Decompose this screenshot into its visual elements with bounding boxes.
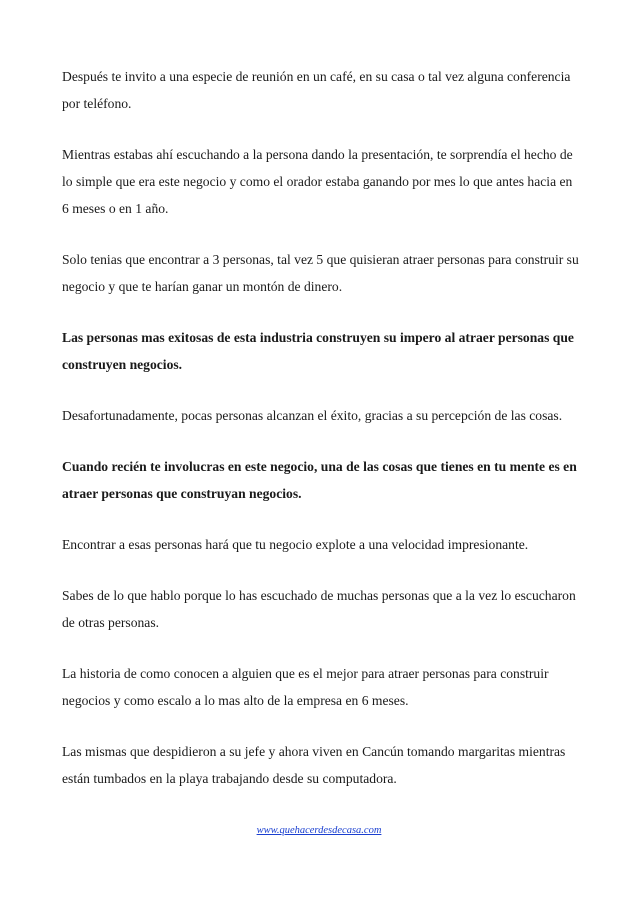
paragraph-1: Después te invito a una especie de reunión en un café, en su casa o tal vez alguna conferencia por teléfono. <box>62 69 571 111</box>
paragraph-9: La historia de como conocen a alguien que es el mejor para atraer personas para construir negocios y como escalo a lo mas alto de la empresa en 6 meses. <box>62 666 549 708</box>
paragraph-4-bold: Las personas mas exitosas de esta industria construyen su impero al atraer personas que construyen negocios. <box>62 330 574 372</box>
paragraph-10: Las mismas que despidieron a su jefe y ahora viven en Cancún tomando margaritas mientras están tumbados en la playa trabajando desde su computadora. <box>62 744 566 786</box>
footer-website-link[interactable]: www.quehacerdesdecasa.com <box>256 825 382 836</box>
paragraph-2: Mientras estabas ahí escuchando a la persona dando la presentación, te sorprendía el hecho de lo simple que era este negocio y como el orador estaba ganando por mes lo que antes hacia en 6 meses o en 1 año. <box>62 147 573 216</box>
paragraph-8: Sabes de lo que hablo porque lo has escuchado de muchas personas que a la vez lo escucharon de otras personas. <box>62 588 576 630</box>
paragraph-6-bold: Cuando recién te involucras en este negocio, una de las cosas que tienes en tu mente es en atraer personas que construyan negocios. <box>62 459 577 501</box>
page-footer <box>0 825 638 836</box>
paragraph-5: Desafortunadamente, pocas personas alcanzan el éxito, gracias a su percepción de las cosas. <box>62 408 563 423</box>
document-body <box>62 63 582 816</box>
paragraph-7: Encontrar a esas personas hará que tu negocio explote a una velocidad impresionante. <box>62 537 529 552</box>
paragraph-3: Solo tenias que encontrar a 3 personas, tal vez 5 que quisieran atraer personas para construir su negocio y que te harían ganar un montón de dinero. <box>62 252 579 294</box>
